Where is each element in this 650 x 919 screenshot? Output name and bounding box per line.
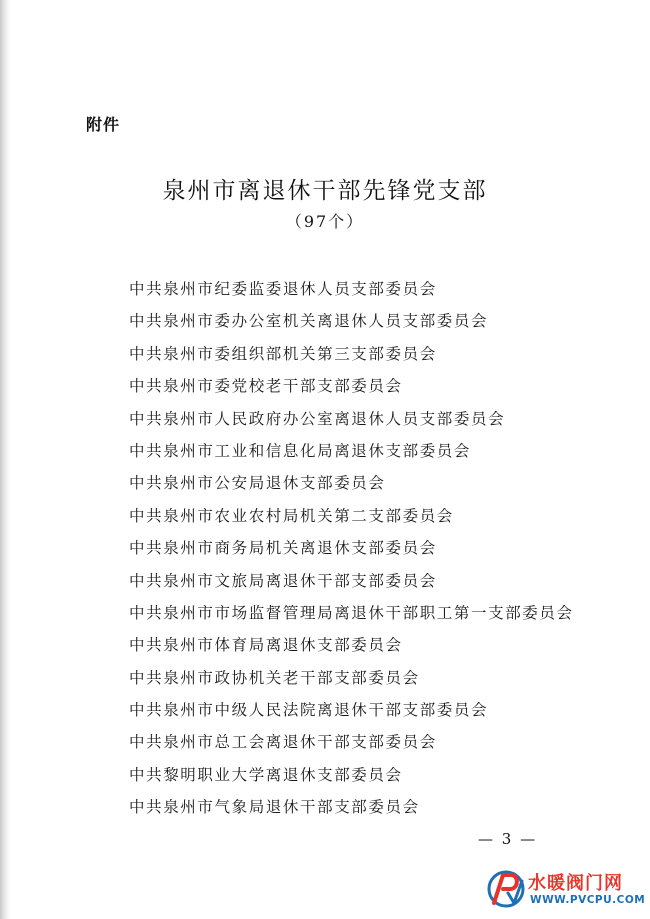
list-item: 中共泉州市委组织部机关第三支部委员会 bbox=[129, 344, 437, 363]
list-item: 中共泉州市体育局离退休支部委员会 bbox=[129, 636, 403, 655]
list-item: 中共泉州市市场监督管理局离退休干部职工第一支部委员会 bbox=[129, 603, 574, 622]
list-item: 中共泉州市中级人民法院离退休干部支部委员会 bbox=[129, 701, 489, 720]
list-item: 中共黎明职业大学离退休支部委员会 bbox=[129, 765, 403, 784]
list-item: 中共泉州市商务局机关离退休支部委员会 bbox=[129, 539, 437, 558]
site-watermark bbox=[486, 865, 644, 915]
pvcpu-logo-icon bbox=[486, 867, 526, 911]
list-item: 中共泉州市纪委监委退休人员支部委员会 bbox=[129, 280, 437, 298]
document-title: 泉州市离退休干部先锋党支部 bbox=[162, 178, 488, 204]
organization-list bbox=[129, 278, 574, 829]
list-item: 中共泉州市气象局退休干部支部委员会 bbox=[129, 798, 420, 817]
branch-count-note: （97个） bbox=[285, 212, 365, 231]
attachment-label: 附件 bbox=[86, 115, 121, 134]
list-item: 中共泉州市委党校老干部支部委员会 bbox=[129, 377, 403, 396]
list-item: 中共泉州市公安局退休支部委员会 bbox=[129, 474, 386, 493]
list-item: 中共泉州市总工会离退休干部支部委员会 bbox=[129, 733, 437, 752]
list-item: 中共泉州市人民政府办公室离退休人员支部委员会 bbox=[129, 409, 506, 428]
page-number: — 3 — bbox=[478, 830, 538, 848]
list-item: 中共泉州市文旅局离退休干部支部委员会 bbox=[129, 571, 437, 590]
watermark-url: WWW.PVCPU.COM bbox=[530, 894, 646, 906]
watermark-site-name: 水暖阀门网 bbox=[528, 873, 623, 894]
list-item: 中共泉州市农业农村局机关第二支部委员会 bbox=[129, 506, 454, 525]
scan-edge-shadow bbox=[0, 0, 10, 919]
list-item: 中共泉州市政协机关老干部支部委员会 bbox=[129, 668, 420, 687]
list-item: 中共泉州市委办公室机关离退休人员支部委员会 bbox=[129, 312, 489, 331]
list-item: 中共泉州市工业和信息化局离退休支部委员会 bbox=[129, 441, 472, 460]
